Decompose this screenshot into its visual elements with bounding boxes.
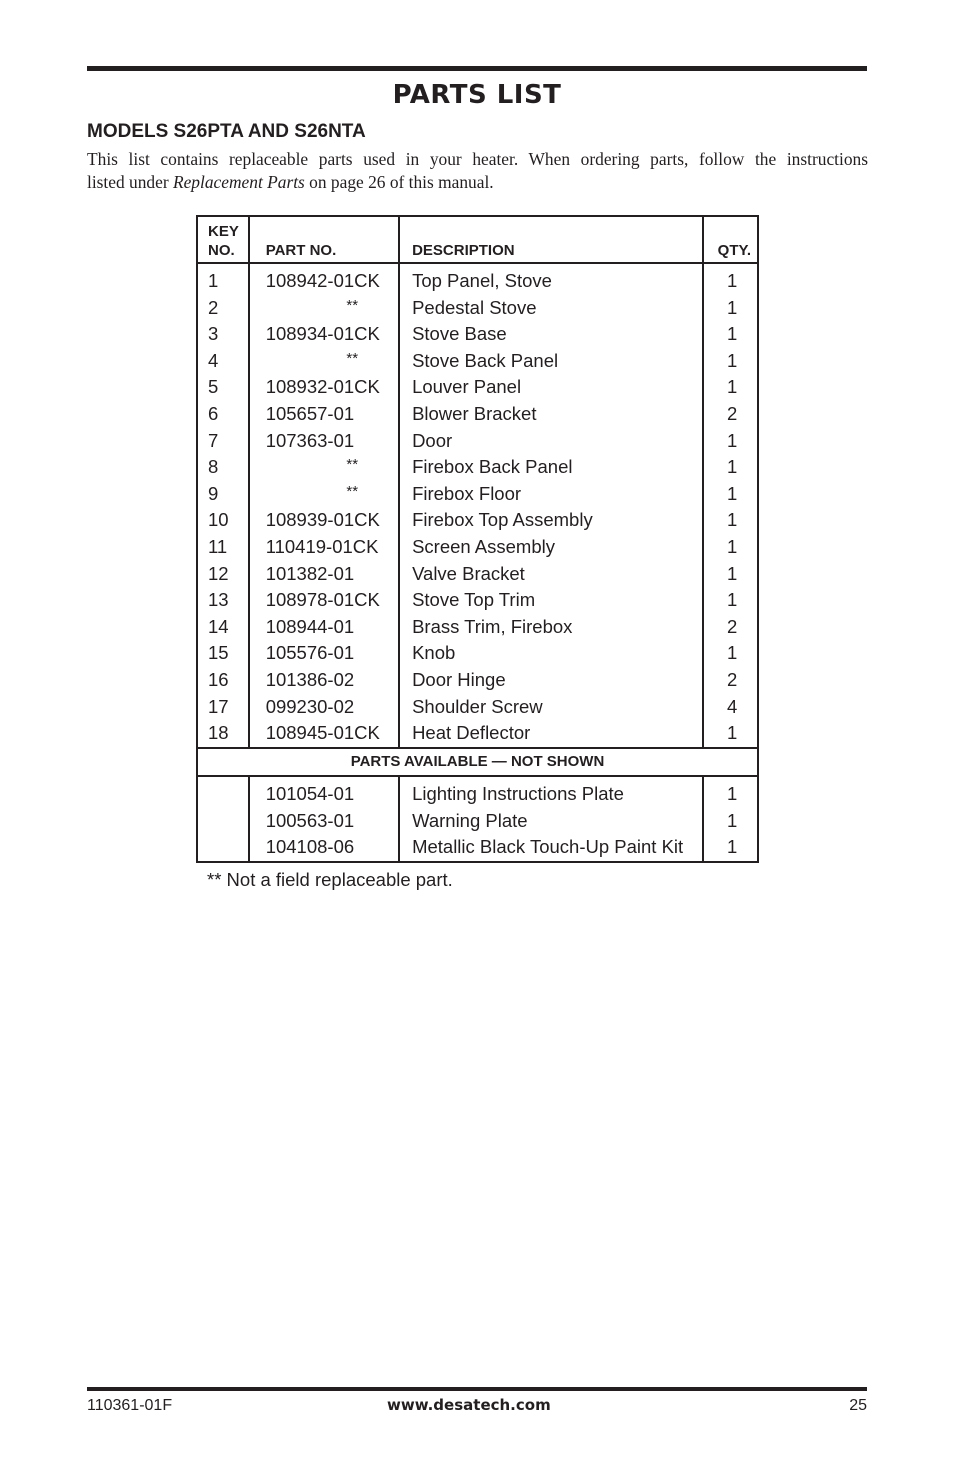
header-key-line1: KEY [208,223,239,240]
part-no-cell: 105657-01 [249,401,399,428]
key-no-cell: 7 [208,429,219,451]
part-no-cell: 108945-01CK [249,720,399,748]
doc-number: 110361-01F [87,1397,173,1414]
table-row [197,808,758,835]
key-no-cell [197,834,249,862]
description-cell: Shoulder Screw [399,694,703,721]
qty-cell: 1 [703,263,758,295]
part-no-cell: 105576-01 [249,640,399,667]
part-no-cell: 107363-01 [249,428,399,455]
part-no-cell: ** [249,454,399,481]
qty-cell: 1 [703,481,758,508]
description-cell: Warning Plate [399,808,703,835]
table-row [197,428,758,455]
key-no-cell [197,776,249,808]
part-no-cell: 108942-01CK [249,263,399,295]
table-row [197,295,758,322]
replacement-parts-reference: Replacement Parts [172,172,305,192]
table-header-row [197,216,758,263]
key-no-cell: 12 [208,562,229,584]
intro-text: listed under [87,172,173,192]
qty-cell: 2 [703,614,758,641]
part-no-cell: 108939-01CK [249,507,399,534]
not-shown-heading: PARTS AVAILABLE — NOT SHOWN [197,748,758,776]
qty-cell: 1 [703,374,758,401]
table-row [197,720,758,748]
key-no-cell: 5 [208,376,219,398]
qty-cell: 1 [703,587,758,614]
qty-cell: 1 [703,428,758,455]
table-row [197,776,758,808]
description-cell: Heat Deflector [399,720,703,748]
description-cell: Firebox Top Assembly [399,507,703,534]
table-row [197,263,758,295]
description-cell: Brass Trim, Firebox [399,614,703,641]
key-no-cell: 6 [208,402,219,424]
part-no-cell: 100563-01 [249,808,399,835]
part-no-cell: 101054-01 [249,776,399,808]
table-row [197,534,758,561]
description-cell: Screen Assembly [399,534,703,561]
key-no-cell: 9 [208,482,219,504]
not-shown-heading-row [197,748,758,776]
qty-cell: 1 [703,776,758,808]
header-qty: QTY. [703,216,758,263]
qty-cell: 1 [703,348,758,375]
table-row [197,481,758,508]
description-cell: Firebox Floor [399,481,703,508]
qty-cell: 1 [703,640,758,667]
table-row [197,694,758,721]
description-cell: Louver Panel [399,374,703,401]
key-no-cell: 11 [208,535,228,557]
part-no-cell: ** [249,295,399,322]
not-shown-body [197,776,758,862]
part-no-cell: 110419-01CK [249,534,399,561]
key-no-cell: 1 [208,270,219,291]
key-no-cell [197,808,249,835]
description-cell: Stove Base [399,321,703,348]
description-cell: Door [399,428,703,455]
header-key-line2: NO. [208,242,235,259]
section-title: MODELS S26PTA AND S26NTA [87,121,366,142]
key-no-cell: 8 [208,456,219,478]
part-no-cell: 108934-01CK [249,321,399,348]
key-no-cell: 4 [208,349,219,371]
intro-text: on page 26 of this manual. [304,172,494,192]
header-description: DESCRIPTION [399,216,703,263]
key-no-cell: 18 [208,722,229,744]
part-no-cell: 108944-01 [249,614,399,641]
table-row [197,507,758,534]
key-no-cell: 14 [208,615,229,637]
page-title: PARTS LIST [392,80,562,110]
table-row [197,321,758,348]
table-row [197,374,758,401]
description-cell: Lighting Instructions Plate [399,776,703,808]
description-cell: Stove Top Trim [399,587,703,614]
qty-cell: 2 [703,401,758,428]
table-row [197,587,758,614]
table-row [197,640,758,667]
qty-cell: 1 [703,321,758,348]
part-no-cell: 108932-01CK [249,374,399,401]
part-no-cell: ** [249,481,399,508]
qty-cell: 1 [703,295,758,322]
key-no-cell: 15 [208,642,229,664]
intro-line-2 [87,171,868,194]
key-no-cell: 16 [208,668,229,690]
description-cell: Stove Back Panel [399,348,703,375]
qty-cell: 1 [703,808,758,835]
key-no-cell: 10 [208,509,229,531]
description-cell: Valve Bracket [399,561,703,588]
table-row [197,348,758,375]
table-row [197,614,758,641]
bottom-rule [87,1387,867,1391]
qty-cell: 1 [703,720,758,748]
intro-paragraph [87,148,868,194]
qty-cell: 2 [703,667,758,694]
parts-body [197,263,758,748]
part-no-cell: ** [249,348,399,375]
part-no-cell: 099230-02 [249,694,399,721]
description-cell: Blower Bracket [399,401,703,428]
table-row [197,401,758,428]
top-rule [87,66,867,71]
qty-cell: 4 [703,694,758,721]
qty-cell: 1 [703,534,758,561]
qty-cell: 1 [703,561,758,588]
header-part-no: PART NO. [249,216,399,263]
key-no-cell: 17 [208,695,229,717]
description-cell: Pedestal Stove [399,295,703,322]
key-no-cell: 13 [208,589,229,611]
description-cell: Metallic Black Touch-Up Paint Kit [399,834,703,862]
description-cell: Top Panel, Stove [399,263,703,295]
intro-line-1: This list contains replaceable parts used in your heater. When ordering parts, follow the instructions [87,149,868,169]
description-cell: Knob [399,640,703,667]
table-row [197,834,758,862]
qty-cell: 1 [703,507,758,534]
parts-table [196,215,759,863]
key-no-cell: 3 [208,323,219,345]
part-no-cell: 104108-06 [249,834,399,862]
key-no-cell: 2 [208,296,219,318]
description-cell: Firebox Back Panel [399,454,703,481]
part-no-cell: 101386-02 [249,667,399,694]
table-row [197,561,758,588]
footnote: ** Not a field replaceable part. [207,869,453,890]
qty-cell: 1 [703,834,758,862]
table-row [197,667,758,694]
header-key-no [197,216,249,263]
part-no-cell: 101382-01 [249,561,399,588]
page-number: 25 [849,1397,867,1414]
description-cell: Door Hinge [399,667,703,694]
qty-cell: 1 [703,454,758,481]
part-no-cell: 108978-01CK [249,587,399,614]
website-url: www.desatech.com [387,1396,551,1414]
table-row [197,454,758,481]
